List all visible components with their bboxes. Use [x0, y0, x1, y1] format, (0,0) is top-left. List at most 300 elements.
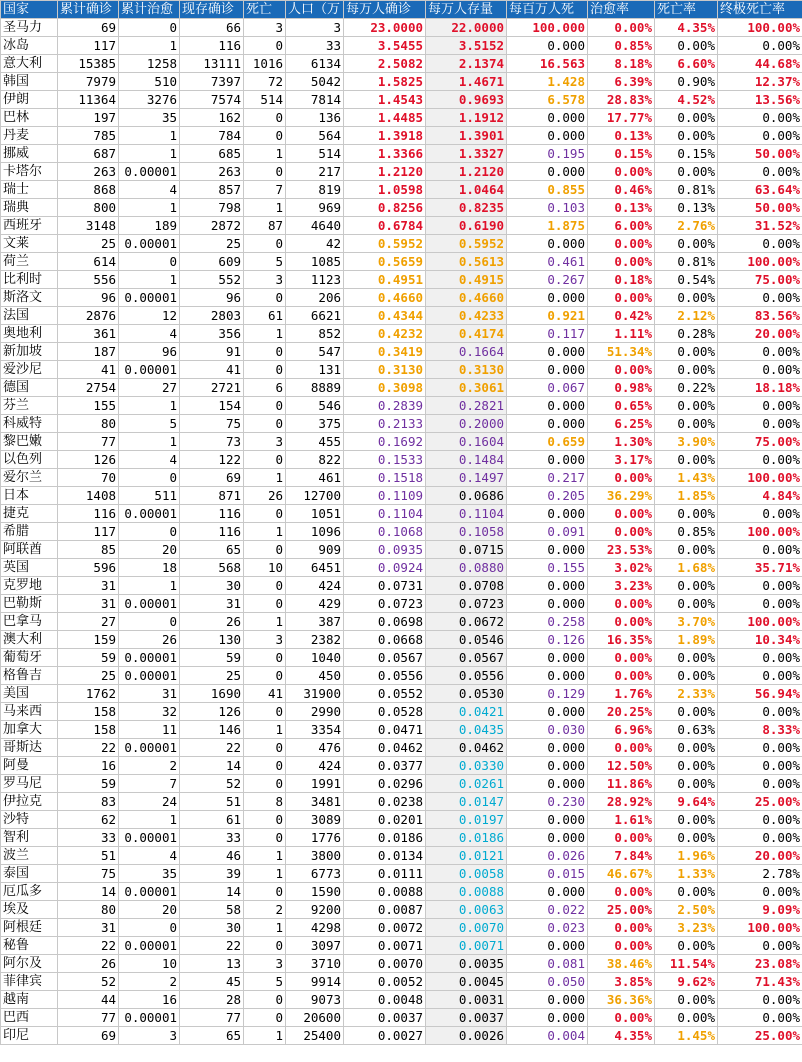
value-cell[interactable]: 596: [58, 559, 119, 577]
column-header[interactable]: 人口（万: [286, 1, 344, 19]
value-cell[interactable]: 0.1497: [426, 469, 507, 487]
table-row[interactable]: [1, 289, 802, 307]
value-cell[interactable]: 0.18%: [588, 271, 655, 289]
value-cell[interactable]: 4: [119, 325, 180, 343]
country-cell[interactable]: 哥斯达: [1, 739, 58, 757]
table-row[interactable]: [1, 631, 802, 649]
country-cell[interactable]: 澳大利: [1, 631, 58, 649]
value-cell[interactable]: 3.90%: [655, 433, 718, 451]
value-cell[interactable]: 0.000: [507, 397, 588, 415]
value-cell[interactable]: 0.0058: [426, 865, 507, 883]
value-cell[interactable]: 0.3130: [344, 361, 426, 379]
value-cell[interactable]: 0.00%: [718, 397, 802, 415]
value-cell[interactable]: 0.000: [507, 649, 588, 667]
value-cell[interactable]: 0.00%: [655, 595, 718, 613]
value-cell[interactable]: 4.52%: [655, 91, 718, 109]
value-cell[interactable]: 609: [180, 253, 244, 271]
value-cell[interactable]: 0.81%: [655, 253, 718, 271]
value-cell[interactable]: 1.3901: [426, 127, 507, 145]
column-header[interactable]: 终极死亡率: [718, 1, 802, 19]
value-cell[interactable]: 0.1058: [426, 523, 507, 541]
value-cell[interactable]: 1.33%: [655, 865, 718, 883]
value-cell[interactable]: 0.00%: [655, 289, 718, 307]
value-cell[interactable]: 10.34%: [718, 631, 802, 649]
value-cell[interactable]: 189: [119, 217, 180, 235]
value-cell[interactable]: 6451: [286, 559, 344, 577]
value-cell[interactable]: 0.00%: [588, 523, 655, 541]
value-cell[interactable]: 0.4344: [344, 307, 426, 325]
value-cell[interactable]: 2754: [58, 379, 119, 397]
value-cell[interactable]: 685: [180, 145, 244, 163]
value-cell[interactable]: 0.000: [507, 37, 588, 55]
value-cell[interactable]: 50.00%: [718, 199, 802, 217]
value-cell[interactable]: 20.00%: [718, 847, 802, 865]
country-cell[interactable]: 爱沙尼: [1, 361, 58, 379]
value-cell[interactable]: 0.0037: [426, 1009, 507, 1027]
value-cell[interactable]: 3097: [286, 937, 344, 955]
value-cell[interactable]: 51.34%: [588, 343, 655, 361]
value-cell[interactable]: 1: [119, 127, 180, 145]
country-cell[interactable]: 巴西: [1, 1009, 58, 1027]
value-cell[interactable]: 31.52%: [718, 217, 802, 235]
value-cell[interactable]: 0.050: [507, 973, 588, 991]
country-cell[interactable]: 冰岛: [1, 37, 58, 55]
table-row[interactable]: [1, 379, 802, 397]
value-cell[interactable]: 0.0238: [344, 793, 426, 811]
value-cell[interactable]: 122: [180, 451, 244, 469]
value-cell[interactable]: 564: [286, 127, 344, 145]
value-cell[interactable]: 0.00%: [718, 811, 802, 829]
value-cell[interactable]: 28.92%: [588, 793, 655, 811]
value-cell[interactable]: 50.00%: [718, 145, 802, 163]
value-cell[interactable]: 0.000: [507, 163, 588, 181]
value-cell[interactable]: 0.000: [507, 829, 588, 847]
table-row[interactable]: [1, 109, 802, 127]
value-cell[interactable]: 375: [286, 415, 344, 433]
value-cell[interactable]: 0.0471: [344, 721, 426, 739]
value-cell[interactable]: 0.126: [507, 631, 588, 649]
value-cell[interactable]: 0: [244, 109, 286, 127]
value-cell[interactable]: 0.00%: [718, 163, 802, 181]
value-cell[interactable]: 0.63%: [655, 721, 718, 739]
value-cell[interactable]: 0.000: [507, 937, 588, 955]
value-cell[interactable]: 1: [244, 199, 286, 217]
value-cell[interactable]: 0.00001: [119, 829, 180, 847]
country-cell[interactable]: 菲律宾: [1, 973, 58, 991]
value-cell[interactable]: 3.23%: [655, 919, 718, 937]
value-cell[interactable]: 424: [286, 577, 344, 595]
value-cell[interactable]: 1.30%: [588, 433, 655, 451]
value-cell[interactable]: 0.00%: [588, 649, 655, 667]
value-cell[interactable]: 77: [180, 1009, 244, 1027]
value-cell[interactable]: 0.0462: [344, 739, 426, 757]
country-cell[interactable]: 厄瓜多: [1, 883, 58, 901]
table-row[interactable]: [1, 451, 802, 469]
table-row[interactable]: [1, 829, 802, 847]
value-cell[interactable]: 8.33%: [718, 721, 802, 739]
value-cell[interactable]: 1096: [286, 523, 344, 541]
value-cell[interactable]: 12: [119, 307, 180, 325]
value-cell[interactable]: 1.85%: [655, 487, 718, 505]
value-cell[interactable]: 0.0668: [344, 631, 426, 649]
value-cell[interactable]: 1: [244, 865, 286, 883]
table-row[interactable]: [1, 649, 802, 667]
value-cell[interactable]: 455: [286, 433, 344, 451]
value-cell[interactable]: 0.00%: [655, 109, 718, 127]
value-cell[interactable]: 0.0072: [344, 919, 426, 937]
value-cell[interactable]: 0.00%: [718, 595, 802, 613]
value-cell[interactable]: 41: [180, 361, 244, 379]
value-cell[interactable]: 0.0088: [344, 883, 426, 901]
value-cell[interactable]: 0.000: [507, 541, 588, 559]
value-cell[interactable]: 83.56%: [718, 307, 802, 325]
value-cell[interactable]: 0.00001: [119, 937, 180, 955]
value-cell[interactable]: 6.60%: [655, 55, 718, 73]
value-cell[interactable]: 0.00%: [588, 469, 655, 487]
value-cell[interactable]: 0.0723: [344, 595, 426, 613]
value-cell[interactable]: 5: [244, 253, 286, 271]
value-cell[interactable]: 158: [58, 721, 119, 739]
value-cell[interactable]: 9200: [286, 901, 344, 919]
value-cell[interactable]: 41: [244, 685, 286, 703]
value-cell[interactable]: 0: [244, 649, 286, 667]
value-cell[interactable]: 31: [58, 577, 119, 595]
value-cell[interactable]: 3148: [58, 217, 119, 235]
value-cell[interactable]: 26: [180, 613, 244, 631]
table-row[interactable]: [1, 181, 802, 199]
value-cell[interactable]: 0.3098: [344, 379, 426, 397]
value-cell[interactable]: 69: [180, 469, 244, 487]
value-cell[interactable]: 7814: [286, 91, 344, 109]
value-cell[interactable]: 461: [286, 469, 344, 487]
column-header[interactable]: 治愈率: [588, 1, 655, 19]
value-cell[interactable]: 2990: [286, 703, 344, 721]
value-cell[interactable]: 0.00001: [119, 739, 180, 757]
value-cell[interactable]: 0.0723: [426, 595, 507, 613]
value-cell[interactable]: 871: [180, 487, 244, 505]
value-cell[interactable]: 0.4660: [344, 289, 426, 307]
column-header[interactable]: 现存确诊: [180, 1, 244, 19]
value-cell[interactable]: 31900: [286, 685, 344, 703]
value-cell[interactable]: 11.86%: [588, 775, 655, 793]
value-cell[interactable]: 0: [244, 577, 286, 595]
country-cell[interactable]: 瑞士: [1, 181, 58, 199]
value-cell[interactable]: 0.0088: [426, 883, 507, 901]
value-cell[interactable]: 0.0063: [426, 901, 507, 919]
value-cell[interactable]: 100.00%: [718, 523, 802, 541]
value-cell[interactable]: 30: [180, 919, 244, 937]
country-cell[interactable]: 爱尔兰: [1, 469, 58, 487]
value-cell[interactable]: 909: [286, 541, 344, 559]
value-cell[interactable]: 868: [58, 181, 119, 199]
value-cell[interactable]: 0.13%: [588, 127, 655, 145]
value-cell[interactable]: 158: [58, 703, 119, 721]
value-cell[interactable]: 0.4174: [426, 325, 507, 343]
value-cell[interactable]: 10: [244, 559, 286, 577]
value-cell[interactable]: 0.0027: [344, 1027, 426, 1045]
value-cell[interactable]: 0.15%: [655, 145, 718, 163]
value-cell[interactable]: 71.43%: [718, 973, 802, 991]
column-header[interactable]: 死亡率: [655, 1, 718, 19]
value-cell[interactable]: 12.37%: [718, 73, 802, 91]
value-cell[interactable]: 0.1109: [344, 487, 426, 505]
column-header[interactable]: 累计治愈: [119, 1, 180, 19]
value-cell[interactable]: 0.0087: [344, 901, 426, 919]
value-cell[interactable]: 80: [58, 415, 119, 433]
table-row[interactable]: [1, 613, 802, 631]
value-cell[interactable]: 155: [58, 397, 119, 415]
value-cell[interactable]: 146: [180, 721, 244, 739]
value-cell[interactable]: 361: [58, 325, 119, 343]
value-cell[interactable]: 51: [180, 793, 244, 811]
value-cell[interactable]: 23.53%: [588, 541, 655, 559]
value-cell[interactable]: 5: [244, 973, 286, 991]
table-row[interactable]: [1, 991, 802, 1009]
value-cell[interactable]: 0.3419: [344, 343, 426, 361]
value-cell[interactable]: 0.00%: [588, 289, 655, 307]
value-cell[interactable]: 3.85%: [588, 973, 655, 991]
table-row[interactable]: [1, 811, 802, 829]
value-cell[interactable]: 0.1104: [426, 505, 507, 523]
value-cell[interactable]: 1258: [119, 55, 180, 73]
value-cell[interactable]: 51: [58, 847, 119, 865]
value-cell[interactable]: 1: [244, 469, 286, 487]
value-cell[interactable]: 136: [286, 109, 344, 127]
value-cell[interactable]: 0.0935: [344, 541, 426, 559]
value-cell[interactable]: 0.81%: [655, 181, 718, 199]
value-cell[interactable]: 0: [119, 469, 180, 487]
country-cell[interactable]: 希腊: [1, 523, 58, 541]
value-cell[interactable]: 1.68%: [655, 559, 718, 577]
value-cell[interactable]: 61: [244, 307, 286, 325]
value-cell[interactable]: 0: [244, 505, 286, 523]
value-cell[interactable]: 0.0186: [426, 829, 507, 847]
table-row[interactable]: [1, 145, 802, 163]
value-cell[interactable]: 1: [244, 721, 286, 739]
country-cell[interactable]: 阿曼: [1, 757, 58, 775]
value-cell[interactable]: 7.84%: [588, 847, 655, 865]
country-cell[interactable]: 英国: [1, 559, 58, 577]
table-row[interactable]: [1, 271, 802, 289]
value-cell[interactable]: 0.0715: [426, 541, 507, 559]
value-cell[interactable]: 0.000: [507, 883, 588, 901]
value-cell[interactable]: 0.230: [507, 793, 588, 811]
value-cell[interactable]: 0: [244, 397, 286, 415]
value-cell[interactable]: 20: [119, 541, 180, 559]
value-cell[interactable]: 0.6190: [426, 217, 507, 235]
value-cell[interactable]: 0.54%: [655, 271, 718, 289]
country-cell[interactable]: 斯洛文: [1, 289, 58, 307]
value-cell[interactable]: 9.62%: [655, 973, 718, 991]
table-row[interactable]: [1, 865, 802, 883]
value-cell[interactable]: 0.22%: [655, 379, 718, 397]
table-row[interactable]: [1, 217, 802, 235]
value-cell[interactable]: 3.02%: [588, 559, 655, 577]
value-cell[interactable]: 0.00%: [655, 397, 718, 415]
value-cell[interactable]: 1.2120: [344, 163, 426, 181]
table-row[interactable]: [1, 847, 802, 865]
value-cell[interactable]: 1.89%: [655, 631, 718, 649]
value-cell[interactable]: 4.84%: [718, 487, 802, 505]
country-cell[interactable]: 加拿大: [1, 721, 58, 739]
value-cell[interactable]: 206: [286, 289, 344, 307]
value-cell[interactable]: 1.2120: [426, 163, 507, 181]
value-cell[interactable]: 387: [286, 613, 344, 631]
value-cell[interactable]: 0.00%: [718, 667, 802, 685]
value-cell[interactable]: 62: [58, 811, 119, 829]
value-cell[interactable]: 96: [180, 289, 244, 307]
country-cell[interactable]: 丹麦: [1, 127, 58, 145]
value-cell[interactable]: 6: [244, 379, 286, 397]
value-cell[interactable]: 27: [119, 379, 180, 397]
value-cell[interactable]: 0.00%: [718, 1009, 802, 1027]
value-cell[interactable]: 25: [180, 667, 244, 685]
value-cell[interactable]: 7: [119, 775, 180, 793]
value-cell[interactable]: 100.00%: [718, 919, 802, 937]
value-cell[interactable]: 0.00%: [655, 811, 718, 829]
value-cell[interactable]: 1690: [180, 685, 244, 703]
value-cell[interactable]: 0.067: [507, 379, 588, 397]
table-row[interactable]: [1, 415, 802, 433]
table-row[interactable]: [1, 325, 802, 343]
value-cell[interactable]: 0.00%: [718, 829, 802, 847]
value-cell[interactable]: 0.022: [507, 901, 588, 919]
value-cell[interactable]: 0.000: [507, 415, 588, 433]
value-cell[interactable]: 0: [244, 235, 286, 253]
value-cell[interactable]: 0.267: [507, 271, 588, 289]
value-cell[interactable]: 0.00%: [655, 361, 718, 379]
value-cell[interactable]: 25400: [286, 1027, 344, 1045]
value-cell[interactable]: 3.5455: [344, 37, 426, 55]
value-cell[interactable]: 116: [180, 523, 244, 541]
value-cell[interactable]: 0.0731: [344, 577, 426, 595]
value-cell[interactable]: 0.00%: [655, 127, 718, 145]
value-cell[interactable]: 130: [180, 631, 244, 649]
value-cell[interactable]: 0.00%: [655, 343, 718, 361]
country-cell[interactable]: 巴勒斯: [1, 595, 58, 613]
value-cell[interactable]: 0.0462: [426, 739, 507, 757]
value-cell[interactable]: 800: [58, 199, 119, 217]
value-cell[interactable]: 6.00%: [588, 217, 655, 235]
value-cell[interactable]: 0.461: [507, 253, 588, 271]
value-cell[interactable]: 0.00001: [119, 163, 180, 181]
value-cell[interactable]: 100.00%: [718, 613, 802, 631]
value-cell[interactable]: 2.33%: [655, 685, 718, 703]
value-cell[interactable]: 10: [119, 955, 180, 973]
value-cell[interactable]: 0.0052: [344, 973, 426, 991]
value-cell[interactable]: 0: [244, 415, 286, 433]
value-cell[interactable]: 0.000: [507, 739, 588, 757]
value-cell[interactable]: 0.00%: [718, 361, 802, 379]
value-cell[interactable]: 0.46%: [588, 181, 655, 199]
value-cell[interactable]: 96: [119, 343, 180, 361]
value-cell[interactable]: 65: [180, 541, 244, 559]
value-cell[interactable]: 0.00%: [588, 739, 655, 757]
value-cell[interactable]: 25: [58, 667, 119, 685]
value-cell[interactable]: 154: [180, 397, 244, 415]
value-cell[interactable]: 556: [58, 271, 119, 289]
value-cell[interactable]: 0.0070: [344, 955, 426, 973]
value-cell[interactable]: 0.000: [507, 757, 588, 775]
value-cell[interactable]: 1.76%: [588, 685, 655, 703]
value-cell[interactable]: 24: [119, 793, 180, 811]
value-cell[interactable]: 687: [58, 145, 119, 163]
table-row[interactable]: [1, 1027, 802, 1045]
value-cell[interactable]: 32: [119, 703, 180, 721]
value-cell[interactable]: 0: [244, 289, 286, 307]
value-cell[interactable]: 9914: [286, 973, 344, 991]
value-cell[interactable]: 424: [286, 757, 344, 775]
value-cell[interactable]: 36.36%: [588, 991, 655, 1009]
value-cell[interactable]: 0.6784: [344, 217, 426, 235]
value-cell[interactable]: 852: [286, 325, 344, 343]
value-cell[interactable]: 3.70%: [655, 613, 718, 631]
table-row[interactable]: [1, 775, 802, 793]
value-cell[interactable]: 46: [180, 847, 244, 865]
column-header[interactable]: 累计确诊: [58, 1, 119, 19]
value-cell[interactable]: 0.4660: [426, 289, 507, 307]
table-row[interactable]: [1, 667, 802, 685]
value-cell[interactable]: 63.64%: [718, 181, 802, 199]
value-cell[interactable]: 3: [244, 955, 286, 973]
value-cell[interactable]: 0.00%: [655, 649, 718, 667]
value-cell[interactable]: 2.12%: [655, 307, 718, 325]
value-cell[interactable]: 6.578: [507, 91, 588, 109]
value-cell[interactable]: 0.00001: [119, 1009, 180, 1027]
value-cell[interactable]: 31: [58, 919, 119, 937]
value-cell[interactable]: 0.00%: [718, 649, 802, 667]
value-cell[interactable]: 0.4915: [426, 271, 507, 289]
value-cell[interactable]: 22: [58, 937, 119, 955]
value-cell[interactable]: 1.96%: [655, 847, 718, 865]
country-cell[interactable]: 葡萄牙: [1, 649, 58, 667]
value-cell[interactable]: 0.000: [507, 505, 588, 523]
value-cell[interactable]: 552: [180, 271, 244, 289]
value-cell[interactable]: 22.0000: [426, 19, 507, 37]
value-cell[interactable]: 3.5152: [426, 37, 507, 55]
value-cell[interactable]: 0.030: [507, 721, 588, 739]
value-cell[interactable]: 33: [58, 829, 119, 847]
country-cell[interactable]: 巴拿马: [1, 613, 58, 631]
table-row[interactable]: [1, 307, 802, 325]
value-cell[interactable]: 75: [180, 415, 244, 433]
value-cell[interactable]: 1: [244, 523, 286, 541]
value-cell[interactable]: 80: [58, 901, 119, 919]
value-cell[interactable]: 1.45%: [655, 1027, 718, 1045]
value-cell[interactable]: 12.50%: [588, 757, 655, 775]
value-cell[interactable]: 0.00001: [119, 595, 180, 613]
country-cell[interactable]: 文莱: [1, 235, 58, 253]
country-cell[interactable]: 奥地利: [1, 325, 58, 343]
value-cell[interactable]: 0.00%: [588, 163, 655, 181]
value-cell[interactable]: 87: [244, 217, 286, 235]
country-cell[interactable]: 西班牙: [1, 217, 58, 235]
value-cell[interactable]: 0.00%: [588, 613, 655, 631]
value-cell[interactable]: 69: [58, 19, 119, 37]
value-cell[interactable]: 0.1664: [426, 343, 507, 361]
country-cell[interactable]: 美国: [1, 685, 58, 703]
value-cell[interactable]: 0: [119, 613, 180, 631]
value-cell[interactable]: 1776: [286, 829, 344, 847]
value-cell[interactable]: 9.64%: [655, 793, 718, 811]
value-cell[interactable]: 0.5952: [426, 235, 507, 253]
value-cell[interactable]: 7574: [180, 91, 244, 109]
value-cell[interactable]: 0.00%: [655, 667, 718, 685]
value-cell[interactable]: 0.90%: [655, 73, 718, 91]
value-cell[interactable]: 23.08%: [718, 955, 802, 973]
value-cell[interactable]: 1.43%: [655, 469, 718, 487]
value-cell[interactable]: 0.1068: [344, 523, 426, 541]
